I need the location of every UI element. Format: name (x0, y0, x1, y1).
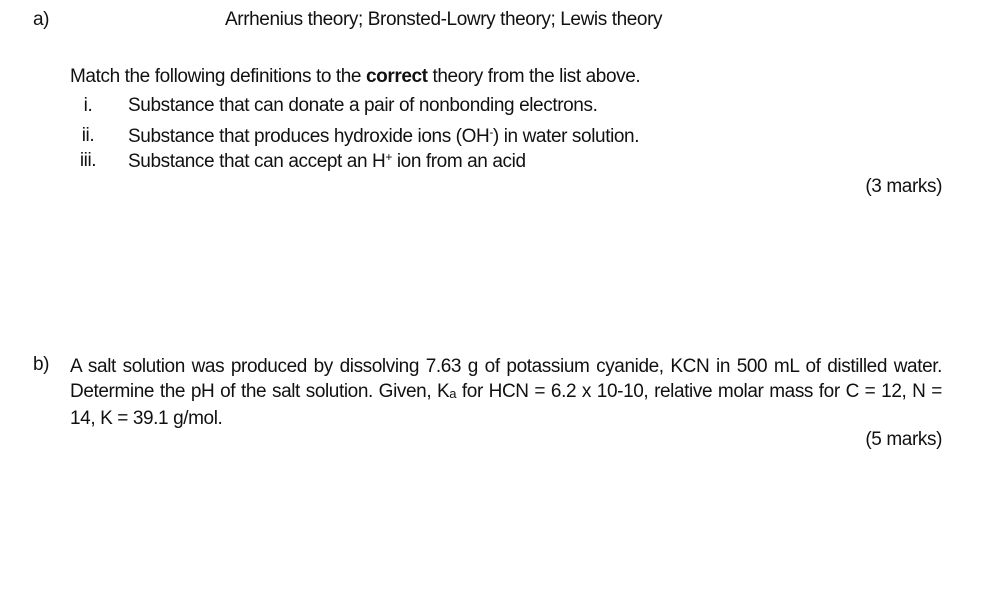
hydrogen-ion-charge: + (385, 150, 392, 164)
part-b-label: b) (33, 354, 50, 375)
item-number-3: iii. (79, 150, 97, 171)
part-b-question (70, 354, 942, 431)
instruction-start: Match the following definitions to the (70, 66, 366, 87)
definition-3 (128, 150, 526, 173)
part-a-marks: (3 marks) (865, 176, 942, 197)
definition-3-start: Substance that can accept an H (128, 151, 386, 172)
ka-subscript: a (449, 386, 457, 401)
instruction-text (70, 66, 640, 88)
theory-list: Arrhenius theory; Bronsted-Lowry theory; Lewis theory (225, 9, 663, 30)
definition-2 (128, 125, 639, 148)
part-b-marks: (5 marks) (865, 429, 942, 450)
part-b-text-start: A salt solution was produced by dissolving 7.63 g of potassium cyanide, KCN in 500 mL of distilled water. Determine the pH of the salt solution. Given, K (70, 356, 942, 402)
instruction-emphasis: correct (365, 66, 428, 87)
definition-2-start: Substance that produces hydroxide ions (OH (128, 126, 490, 147)
item-number-2: ii. (81, 125, 95, 146)
item-number-1: i. (83, 95, 93, 116)
part-a-label: a) (33, 9, 50, 30)
definition-2-end: ) in water solution. (492, 126, 640, 147)
part-b-text-end: for HCN = 6.2 x 10-10, relative molar mass for C = 12, N = 14, K = 39.1 g/mol. (70, 381, 942, 429)
definition-3-end: ion from an acid (391, 151, 526, 172)
definition-1: Substance that can donate a pair of nonbonding electrons. (128, 95, 598, 116)
hydroxide-charge: - (489, 125, 493, 139)
instruction-end: theory from the list above. (427, 66, 641, 87)
